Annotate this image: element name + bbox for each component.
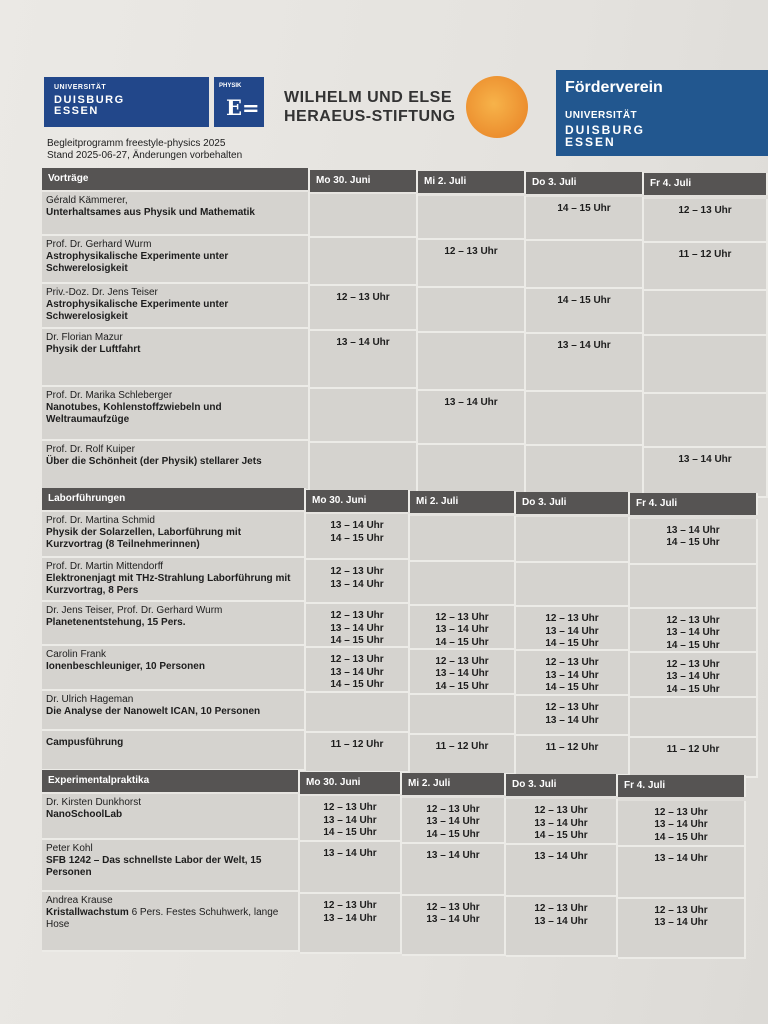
time-cell bbox=[418, 333, 526, 391]
physics-logo bbox=[214, 77, 264, 127]
heraeus-logo-text bbox=[284, 88, 456, 126]
time-cell bbox=[310, 443, 418, 493]
time-cell bbox=[310, 194, 418, 238]
entry-text bbox=[46, 895, 294, 931]
time-slots: 12 – 13 Uhr 13 – 14 Uhr bbox=[534, 903, 588, 927]
time-slots: 12 – 13 Uhr bbox=[444, 245, 498, 257]
table-row-name-cell bbox=[42, 192, 310, 236]
topic-bold: Astrophysikalische Experimente unter Schwerelosigkeit bbox=[46, 299, 229, 322]
table-row-name-cell bbox=[42, 387, 310, 441]
topic-title bbox=[46, 344, 304, 356]
time-cell bbox=[644, 448, 768, 498]
time-slots: 12 – 13 Uhr 13 – 14 Uhr 14 – 15 Uhr bbox=[545, 613, 599, 649]
day-header: Fr 4. Juli bbox=[630, 493, 758, 515]
time-cell bbox=[506, 799, 618, 845]
time-slots: 13 – 14 Uhr bbox=[336, 337, 390, 348]
physics-logo-label: PHYSIK bbox=[219, 83, 242, 89]
time-cell bbox=[618, 899, 746, 959]
time-slots: 12 – 13 Uhr 13 – 14 Uhr 14 – 15 Uhr bbox=[654, 806, 708, 843]
time-slots: 11 – 12 Uhr bbox=[330, 739, 384, 750]
topic-title bbox=[46, 299, 304, 323]
topic-title bbox=[46, 456, 304, 468]
time-slots: 13 – 14 Uhr bbox=[678, 453, 732, 465]
entry-text bbox=[46, 649, 300, 673]
time-slots: 12 – 13 Uhr 13 – 14 Uhr 14 – 15 Uhr bbox=[666, 658, 720, 695]
time-cell bbox=[618, 801, 746, 847]
speaker-name: Carolin Frank bbox=[46, 649, 107, 660]
table-row-name-cell bbox=[42, 794, 300, 840]
time-slots: 11 – 12 Uhr bbox=[678, 248, 732, 260]
speaker-name: Gérald Kämmerer, bbox=[46, 195, 128, 206]
topic-bold: Elektronenjagt mit THz-Strahlung Laborführung mit Kurzvortrag, 8 Pers bbox=[46, 573, 291, 596]
time-slots: 13 – 14 Uhr bbox=[426, 849, 480, 861]
time-cell bbox=[630, 565, 758, 609]
time-cell bbox=[300, 842, 402, 894]
time-slots: 12 – 13 Uhr 13 – 14 Uhr 14 – 15 Uhr bbox=[435, 611, 489, 648]
time-cell bbox=[526, 446, 644, 496]
topic-bold: Planetenentstehung, 15 Pers. bbox=[46, 617, 186, 628]
time-cell bbox=[410, 606, 516, 650]
time-cell bbox=[630, 698, 758, 738]
time-cell bbox=[630, 609, 758, 653]
heraeus-line1: WILHELM UND ELSE bbox=[284, 89, 452, 106]
physics-logo-symbol: E= bbox=[226, 95, 260, 120]
university-logo-line2: ESSEN bbox=[54, 105, 99, 117]
time-cell bbox=[402, 798, 506, 844]
heraeus-seal-icon bbox=[466, 76, 528, 138]
day-header: Mi 2. Juli bbox=[410, 491, 516, 513]
day-header: Mi 2. Juli bbox=[402, 773, 506, 795]
time-slots: 14 – 15 Uhr bbox=[557, 295, 611, 306]
speaker-name: Andrea Krause bbox=[46, 895, 113, 906]
time-cell bbox=[310, 331, 418, 389]
time-cell bbox=[516, 517, 630, 563]
time-cell bbox=[310, 238, 418, 286]
time-cell bbox=[630, 653, 758, 698]
time-cell bbox=[300, 796, 402, 842]
time-cell bbox=[526, 392, 644, 446]
time-slots: 12 – 13 Uhr 13 – 14 Uhr 14 – 15 Uhr bbox=[330, 654, 384, 690]
time-cell bbox=[418, 288, 526, 333]
time-slots: 13 – 14 Uhr bbox=[654, 852, 708, 864]
speaker-name: Prof. Dr. Martin Mittendorff bbox=[46, 561, 164, 572]
time-cell bbox=[306, 560, 410, 604]
time-slots: 12 – 13 Uhr 13 – 14 Uhr 14 – 15 Uhr bbox=[534, 805, 588, 841]
entry-text bbox=[46, 515, 300, 551]
time-cell bbox=[306, 693, 410, 733]
day-header: Mo 30. Juni bbox=[306, 490, 410, 512]
time-cell bbox=[630, 519, 758, 565]
foerderverein-line1: UNIVERSITÄT bbox=[565, 110, 638, 121]
time-cell bbox=[526, 197, 644, 241]
time-cell bbox=[644, 291, 768, 336]
table-row-name-cell bbox=[42, 892, 300, 952]
topic-title bbox=[46, 527, 300, 551]
topic-bold: Kristallwachstum bbox=[46, 907, 129, 918]
time-slots: 14 – 15 Uhr bbox=[557, 203, 611, 214]
table-row-name-cell bbox=[42, 691, 306, 731]
day-header: Do 3. Juli bbox=[506, 774, 618, 796]
table-row-name-cell bbox=[42, 441, 310, 491]
speaker-name: Peter Kohl bbox=[46, 843, 93, 854]
topic-bold: Ionenbeschleuniger, 10 Personen bbox=[46, 661, 205, 672]
time-cell bbox=[526, 289, 644, 334]
speaker-name: Dr. Kirsten Dunkhorst bbox=[46, 797, 142, 808]
time-cell bbox=[526, 241, 644, 289]
time-cell bbox=[418, 445, 526, 495]
topic-bold: Unterhaltsames aus Physik und Mathematik bbox=[46, 207, 255, 218]
entry-text bbox=[46, 561, 300, 597]
heraeus-line2: HERAEUS-STIFTUNG bbox=[284, 108, 456, 125]
time-cell bbox=[516, 696, 630, 736]
topic-bold: Astrophysikalische Experimente unter Schwerelosigkeit bbox=[46, 251, 229, 274]
topic-note: 6 Pers. Festes Schuhwerk, lange Hose bbox=[46, 907, 279, 930]
entry-text bbox=[46, 195, 304, 219]
time-cell bbox=[306, 733, 410, 773]
speaker-name: Priv.-Doz. Dr. Jens Teiser bbox=[46, 287, 158, 298]
topic-bold: NanoSchoolLab bbox=[46, 809, 123, 820]
time-slots: 13 – 14 Uhr bbox=[444, 396, 498, 408]
time-cell bbox=[644, 243, 768, 291]
section-header: Experimentalpraktika bbox=[42, 770, 300, 792]
entry-text bbox=[46, 444, 304, 468]
time-cell bbox=[516, 736, 630, 776]
day-header: Fr 4. Juli bbox=[618, 775, 746, 797]
time-slots: 12 – 13 Uhr 13 – 14 Uhr 14 – 15 Uhr bbox=[426, 803, 480, 840]
time-cell bbox=[644, 394, 768, 448]
time-cell bbox=[306, 604, 410, 648]
time-cell bbox=[410, 516, 516, 562]
time-cell bbox=[630, 738, 758, 778]
time-cell bbox=[516, 607, 630, 651]
time-cell bbox=[526, 334, 644, 392]
time-slots: 13 – 14 Uhr 14 – 15 Uhr bbox=[330, 520, 384, 544]
time-cell bbox=[402, 896, 506, 956]
topic-bold: Campusführung bbox=[46, 737, 124, 748]
day-header: Do 3. Juli bbox=[526, 172, 644, 194]
time-cell bbox=[418, 391, 526, 445]
topic-title bbox=[46, 855, 294, 879]
time-slots: 13 – 14 Uhr 14 – 15 Uhr bbox=[666, 524, 720, 548]
topic-title bbox=[46, 617, 300, 629]
section-header: Laborführungen bbox=[42, 488, 306, 510]
entry-text bbox=[46, 287, 304, 323]
speaker-name: Dr. Jens Teiser, Prof. Dr. Gerhard Wurm bbox=[46, 605, 223, 616]
day-header: Mo 30. Juni bbox=[300, 772, 402, 794]
time-cell bbox=[644, 336, 768, 394]
day-header: Mo 30. Juni bbox=[310, 170, 418, 192]
time-slots: 12 – 13 Uhr 13 – 14 Uhr bbox=[330, 566, 384, 590]
time-slots: 12 – 13 Uhr 13 – 14 Uhr bbox=[426, 901, 480, 925]
time-slots: 11 – 12 Uhr bbox=[545, 742, 599, 753]
time-cell bbox=[402, 844, 506, 896]
entry-text bbox=[46, 605, 300, 629]
time-slots: 13 – 14 Uhr bbox=[557, 340, 611, 351]
table-row-name-cell bbox=[42, 646, 306, 691]
time-cell bbox=[506, 897, 618, 957]
topic-bold: SFB 1242 – Das schnellste Labor der Welt, 15 Personen bbox=[46, 855, 262, 878]
time-slots: 12 – 13 Uhr bbox=[678, 204, 732, 216]
topic-title bbox=[46, 907, 294, 931]
time-cell bbox=[310, 389, 418, 443]
time-cell bbox=[306, 514, 410, 560]
foerderverein-line3: ESSEN bbox=[565, 135, 616, 149]
entry-text bbox=[46, 694, 300, 718]
table-row-name-cell bbox=[42, 840, 300, 892]
foerderverein-title: Förderverein bbox=[565, 79, 663, 96]
time-slots: 12 – 13 Uhr bbox=[336, 292, 390, 303]
day-header: Mi 2. Juli bbox=[418, 171, 526, 193]
speaker-name: Prof. Dr. Gerhard Wurm bbox=[46, 239, 152, 250]
time-slots: 12 – 13 Uhr 13 – 14 Uhr bbox=[654, 904, 708, 928]
topic-bold: Physik der Luftfahrt bbox=[46, 344, 141, 355]
time-slots: 13 – 14 Uhr bbox=[534, 851, 588, 862]
entry-text bbox=[46, 390, 304, 426]
section-header: Vorträge bbox=[42, 168, 310, 190]
university-logo bbox=[44, 77, 209, 127]
time-cell bbox=[516, 651, 630, 696]
time-slots: 12 – 13 Uhr 13 – 14 Uhr 14 – 15 Uhr bbox=[330, 610, 384, 646]
program-status: Stand 2025-06-27, Änderungen vorbehalten bbox=[47, 150, 243, 161]
entry-text bbox=[46, 332, 304, 356]
table-row-name-cell bbox=[42, 558, 306, 602]
topic-title bbox=[46, 737, 300, 749]
time-slots: 12 – 13 Uhr 13 – 14 Uhr 14 – 15 Uhr bbox=[545, 657, 599, 693]
time-cell bbox=[516, 563, 630, 607]
time-slots: 12 – 13 Uhr 13 – 14 Uhr 14 – 15 Uhr bbox=[435, 655, 489, 692]
topic-title bbox=[46, 402, 304, 426]
foerderverein-name bbox=[565, 124, 645, 148]
speaker-name: Prof. Dr. Martina Schmid bbox=[46, 515, 155, 526]
topic-title bbox=[46, 573, 300, 597]
entry-text bbox=[46, 737, 300, 749]
time-cell bbox=[310, 286, 418, 331]
time-slots: 12 – 13 Uhr 13 – 14 Uhr bbox=[545, 702, 599, 726]
time-cell bbox=[306, 648, 410, 693]
university-logo-label: UNIVERSITÄT bbox=[54, 84, 107, 91]
time-cell bbox=[618, 847, 746, 899]
topic-bold: Nanotubes, Kohlenstoffzwiebeln und Weltraumaufzüge bbox=[46, 402, 222, 425]
day-header: Do 3. Juli bbox=[516, 492, 630, 514]
time-slots: 12 – 13 Uhr 13 – 14 Uhr bbox=[323, 900, 377, 924]
university-logo-line1: DUISBURG bbox=[54, 94, 125, 106]
day-header: Fr 4. Juli bbox=[644, 173, 768, 195]
topic-title bbox=[46, 809, 294, 821]
speaker-name: Dr. Florian Mazur bbox=[46, 332, 123, 343]
time-cell bbox=[418, 240, 526, 288]
time-cell bbox=[644, 199, 768, 243]
time-slots: 11 – 12 Uhr bbox=[435, 740, 489, 752]
time-cell bbox=[300, 894, 402, 954]
time-cell bbox=[418, 196, 526, 240]
time-slots: 11 – 12 Uhr bbox=[666, 743, 720, 755]
topic-bold: Physik der Solarzellen, Laborführung mit Kurzvortrag (8 Teilnehmerinnen) bbox=[46, 527, 242, 550]
document-header bbox=[47, 138, 242, 162]
time-cell bbox=[410, 650, 516, 695]
speaker-name: Dr. Ulrich Hageman bbox=[46, 694, 134, 705]
speaker-name: Prof. Dr. Rolf Kuiper bbox=[46, 444, 135, 455]
topic-title bbox=[46, 661, 300, 673]
topic-title bbox=[46, 251, 304, 275]
table-row-name-cell bbox=[42, 284, 310, 329]
topic-bold: Die Analyse der Nanowelt ICAN, 10 Personen bbox=[46, 706, 261, 717]
time-slots: 12 – 13 Uhr 13 – 14 Uhr 14 – 15 Uhr bbox=[666, 614, 720, 651]
topic-bold: Über die Schönheit (der Physik) stellarer Jets bbox=[46, 456, 262, 467]
entry-text bbox=[46, 239, 304, 275]
entry-text bbox=[46, 797, 294, 821]
table-row-name-cell bbox=[42, 731, 306, 771]
program-title: Begleitprogramm freestyle-physics 2025 bbox=[47, 138, 226, 149]
table-row-name-cell bbox=[42, 512, 306, 558]
topic-title bbox=[46, 706, 300, 718]
table-row-name-cell bbox=[42, 602, 306, 646]
time-cell bbox=[410, 695, 516, 735]
university-logo-name bbox=[54, 95, 125, 117]
time-cell bbox=[410, 735, 516, 775]
table-row-name-cell bbox=[42, 329, 310, 387]
foerderverein-logo bbox=[556, 70, 768, 156]
foerderverein-line2: DUISBURG bbox=[565, 123, 646, 137]
speaker-name: Prof. Dr. Marika Schleberger bbox=[46, 390, 173, 401]
time-cell bbox=[506, 845, 618, 897]
time-slots: 12 – 13 Uhr 13 – 14 Uhr 14 – 15 Uhr bbox=[323, 802, 377, 838]
entry-text bbox=[46, 843, 294, 879]
time-cell bbox=[410, 562, 516, 606]
table-row-name-cell bbox=[42, 236, 310, 284]
time-slots: 13 – 14 Uhr bbox=[323, 848, 377, 859]
topic-title bbox=[46, 207, 304, 219]
